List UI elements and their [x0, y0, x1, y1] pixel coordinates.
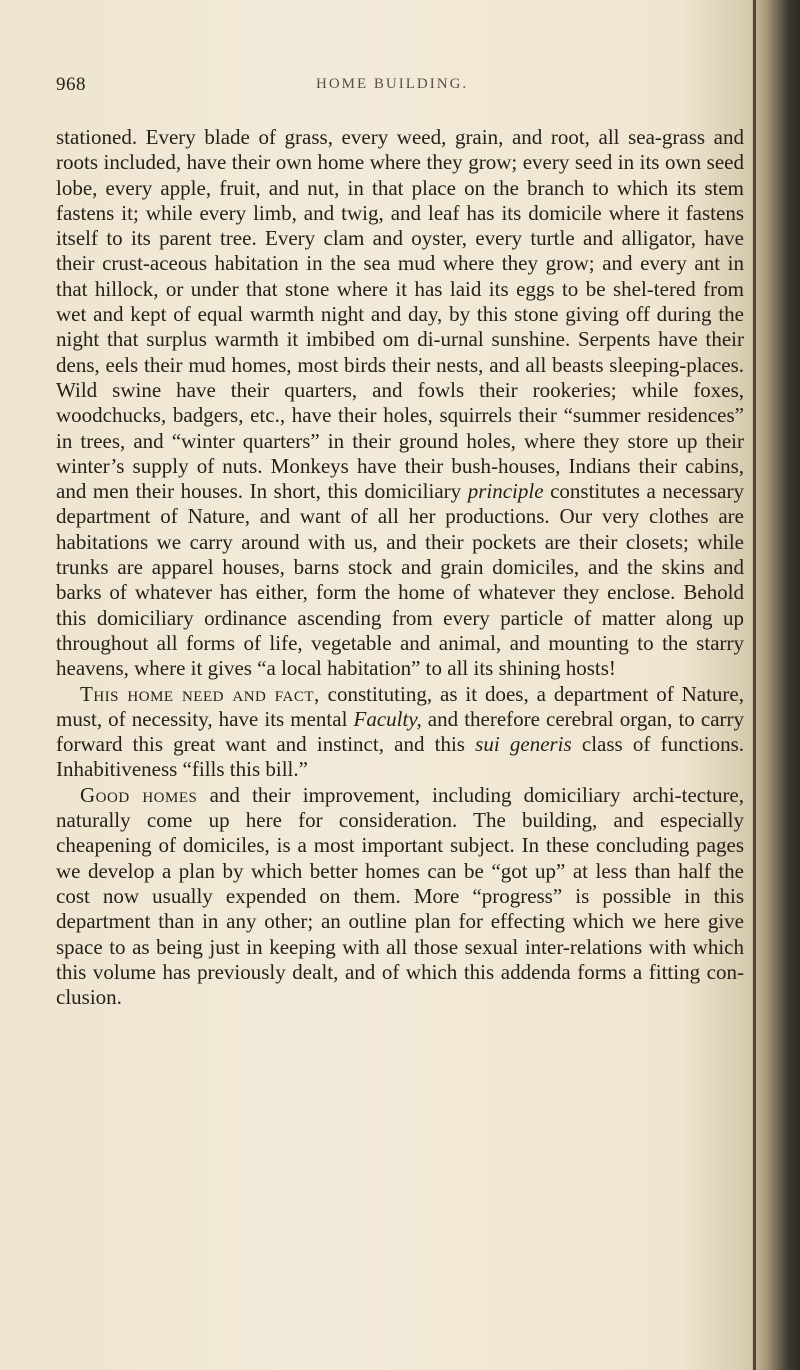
page-number: 968	[56, 74, 86, 95]
running-head: HOME BUILDING.	[316, 76, 469, 92]
paragraph-3-lead: Good homes	[80, 782, 198, 807]
page-edge-shadow	[752, 0, 800, 1370]
paragraph-2-text-c: class of functions. Inhabitiveness “fills this bill.”	[56, 732, 744, 782]
page-header	[56, 74, 746, 104]
paragraph-1-end: constitutes a necessary department of Nature, and want of all her productions. Our very clothes are habitations we carry around with us, and their pockets are their closets; while trunks are apparel houses, barns stock and grain domiciles, and the skins and barks of whatever has either, form the home of whatever they enclose. Behold this domiciliary ordinance ascending from every particle of matter along up throughout all forms of life, vegetable and animal, and mounting to the starry heavens, where it gives “a local habitation” to all its shining hosts!	[56, 479, 744, 681]
paragraph-2-lead: This home need and fact,	[80, 681, 320, 706]
paragraph-1-text: stationed. Every blade of grass, every weed, grain, and root, all sea-grass and roots included, have their own home where they grow; every seed in its own seed lobe, every apple, fruit, and nut, in that place on the branch to which its stem fastens it; while every limb, and twig, and leaf has its domicile where it fastens itself to its parent tree. Every clam and oyster, every turtle and alligator, have their crust-aceous habitation in the sea mud where they grow; and every ant in that hillock, or under that stone where it has laid its eggs to be shel-tered from wet and kept of equal warmth night and day, by this stone giving off during the night that surplus warmth it imbibed om di-urnal sunshine. Serpents have their dens, eels their mud homes, most birds their nests, and all beasts sleeping-places. Wild swine have their quarters, and fowls their rookeries; while foxes, woodchucks, badgers, etc., have their holes, squirrels their “summer residences” in trees, and “winter quarters” in their ground holes, where they store up their winter’s supply of nuts. Monkeys have their bush-houses, Indians their cabins, and men their houses. In short, this domiciliary	[56, 125, 744, 504]
paragraph-1	[56, 125, 744, 682]
italic-sui-generis: sui generis	[475, 732, 572, 757]
paragraph-2-text-a: constituting, as it does, a department of Nature, must, of necessity, have its mental	[56, 681, 744, 731]
body-text	[56, 125, 744, 1010]
paragraph-2-text-b: and therefore cerebral organ, to carry forward this great want and instinct, and this	[56, 706, 744, 757]
paragraph-3	[56, 783, 744, 1011]
italic-principle: principle	[467, 479, 544, 504]
italic-faculty: Faculty,	[353, 706, 422, 731]
paragraph-2	[56, 682, 744, 783]
paragraph-3-text: and their improvement, including domiciliary archi-tecture, naturally come up here for consideration. The building, and especially cheapening of domiciles, is a most important subject. In these concluding pages we develop a plan by which better homes can be “got up” at less than half the cost now usually expended on them. More “progress” is possible in this department than in any other; an outline plan for effecting which we here give space to as being just in keeping with all those sexual inter-relations with which this volume has previously dealt, and of which this addenda forms a fitting con-clusion.	[56, 782, 745, 1010]
spine-line	[753, 0, 756, 1370]
